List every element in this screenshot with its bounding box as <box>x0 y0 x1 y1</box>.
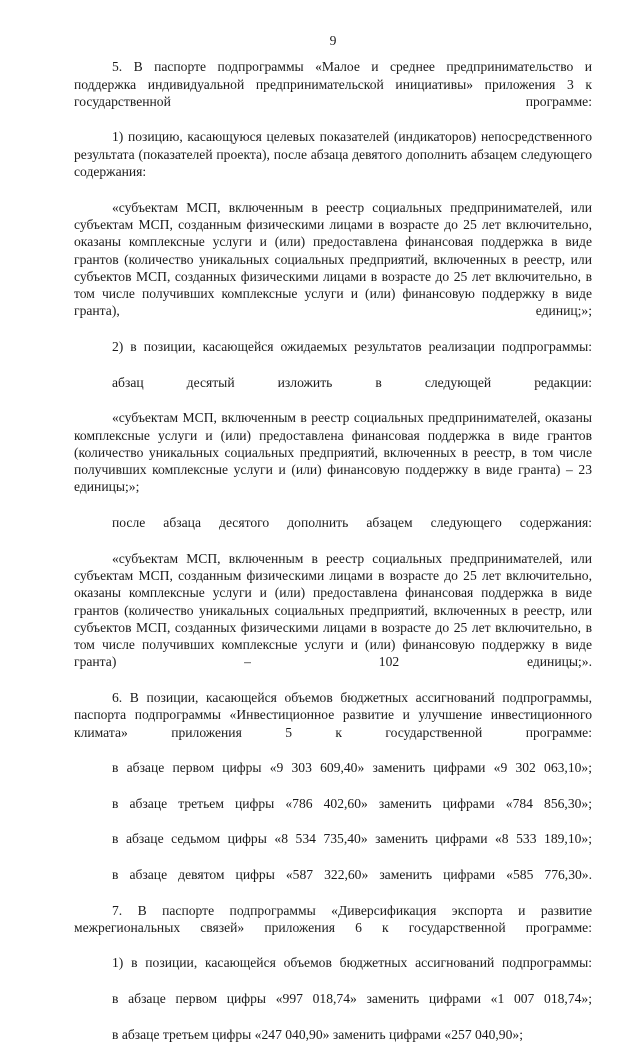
paragraph: 6. В позиции, касающейся объемов бюджетных ассигнований подпрограммы, паспорта подпрограммы «Инвестиционное развитие и улучшение инвестиционного климата» приложения 5 к государственной программе: <box>74 689 592 740</box>
paragraph: в абзаце первом цифры «997 018,74» заменить цифрами «1 007 018,74»; <box>112 991 592 1007</box>
paragraph: в абзаце третьем цифры «247 040,90» заменить цифрами «257 040,90»; <box>112 1026 523 1042</box>
paragraph: 1) позицию, касающуюся целевых показателей (индикаторов) непосредственного результата (показателей проекта), после абзаца девятого дополнить абзацем следующего содержания: <box>74 129 592 180</box>
paragraph: 5. В паспорте подпрограммы «Малое и среднее предпринимательство и поддержка индивидуальной предпринимательской инициативы» приложения 3 к государственной программе: <box>74 59 592 109</box>
page-number: 9 <box>329 33 337 48</box>
paragraph: «субъектам МСП, включенным в реестр социальных предпринимателей, или субъектам МСП, созданным физическими лицами в возрасте до 25 лет включительно, оказаны комплексные услуги и (или) предоставлена финансовая поддержка в виде грантов (количество уникальных социальных предприятий, включенных в реестр, или субъектов МСП, созданных физическими лицами в возрасте до 25 лет включительно, в том числе получивших комплексные услуги и (или) финансовую поддержку в виде гранта), единиц;»; <box>74 199 592 319</box>
paragraph: 1) в позиции, касающейся объемов бюджетных ассигнований подпрограммы: <box>112 955 592 971</box>
document-page <box>74 32 592 1044</box>
paragraph: в абзаце девятом цифры «587 322,60» заменить цифрами «585 776,30». <box>112 866 592 882</box>
paragraph: абзац десятый изложить в следующей редакции: <box>112 374 592 390</box>
paragraph: 7. В паспорте подпрограммы «Диверсификация экспорта и развитие межрегиональных связей» приложения 6 к государственной программе: <box>74 902 592 935</box>
paragraph: «субъектам МСП, включенным в реестр социальных предпринимателей, оказаны комплексные услуги и (или) предоставлена финансовая поддержка в виде грантов (количество уникальных социальных предприятий, включенных в реестр, в том числе получивших комплексные услуги и (или) финансовую поддержку в виде гранта) – 23 единицы;»; <box>74 410 592 495</box>
paragraph: после абзаца десятого дополнить абзацем следующего содержания: <box>112 515 592 531</box>
paragraph: в абзаце первом цифры «9 303 609,40» заменить цифрами «9 302 063,10»; <box>112 760 592 776</box>
paragraph: в абзаце седьмом цифры «8 534 735,40» заменить цифрами «8 533 189,10»; <box>112 831 592 847</box>
paragraph: в абзаце третьем цифры «786 402,60» заменить цифрами «784 856,30»; <box>112 795 592 811</box>
paragraph: 2) в позиции, касающейся ожидаемых результатов реализации подпрограммы: <box>112 339 592 355</box>
paragraph: «субъектам МСП, включенным в реестр социальных предпринимателей, или субъектам МСП, созданным физическими лицами в возрасте до 25 лет включительно, оказаны комплексные услуги и (или) предоставлена финансовая поддержка в виде грантов (количество уникальных социальных предприятий, включенных в реестр, или субъектов МСП, созданных физическими лицами в возрасте до 25 лет включительно, в том числе получивших комплексные услуги и (или) финансовую поддержку в виде гранта) – 102 единицы;». <box>74 550 592 670</box>
